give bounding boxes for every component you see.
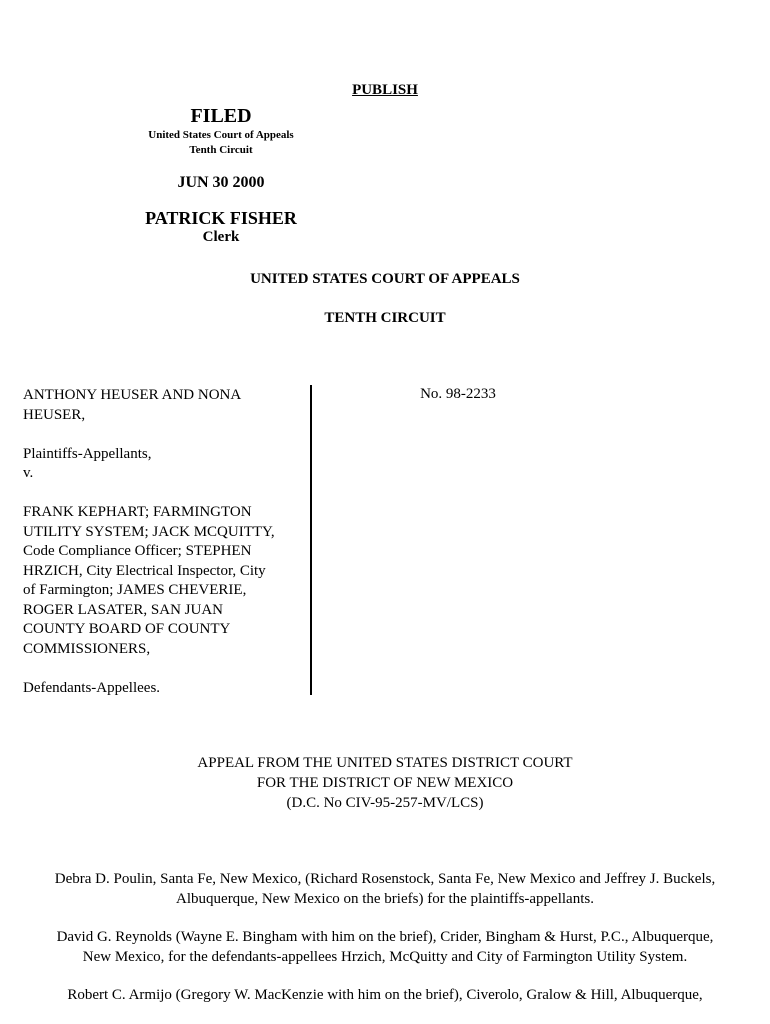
- plaintiffs-line: ANTHONY HEUSER AND NONA: [23, 387, 242, 403]
- filed-court-line2: Tenth Circuit: [189, 144, 253, 156]
- defendants-role: Defendants-Appellees.: [23, 679, 161, 696]
- defendants-line: Code Compliance Officer; STEPHEN: [23, 543, 252, 559]
- counsel-paragraph-defendants-hrzich: [20, 928, 750, 967]
- defendants-line: HRZICH, City Electrical Inspector, City: [23, 562, 266, 579]
- counsel-line: Albuquerque, New Mexico on the briefs) for the plaintiffs-appellants.: [176, 890, 594, 907]
- clerk-name: PATRICK FISHER: [145, 208, 297, 228]
- defendants-line: of Farmington; JAMES CHEVERIE,: [23, 582, 247, 598]
- clerk-title: Clerk: [202, 229, 240, 245]
- counsel-line: Debra D. Poulin, Santa Fe, New Mexico, (Richard Rosenstock, Santa Fe, New Mexico and Jeffrey J. Buckels,: [54, 871, 716, 887]
- counsel-line: David G. Reynolds (Wayne E. Bingham with him on the brief), Crider, Bingham & Hurst, P.C., Albuquerque,: [56, 929, 714, 945]
- appeal-line2: FOR THE DISTRICT OF NEW MEXICO: [256, 775, 514, 791]
- filed-court-line1: United States Court of Appeals: [148, 129, 294, 141]
- counsel-paragraph-defendants-armijo: [20, 986, 750, 1006]
- court-name: UNITED STATES COURT OF APPEALS: [250, 271, 520, 287]
- filed-stamp: [120, 104, 322, 246]
- plaintiffs-line: HEUSER,: [23, 406, 86, 423]
- appeal-line1: APPEAL FROM THE UNITED STATES DISTRICT COURT: [197, 755, 573, 771]
- defendants-line: COMMISSIONERS,: [23, 640, 151, 657]
- case-caption-parties: [23, 386, 303, 698]
- court-circuit: TENTH CIRCUIT: [324, 310, 446, 326]
- counsel-line: Robert C. Armijo (Gregory W. MacKenzie with him on the brief), Civerolo, Gralow & Hill, Albuquerque,: [67, 987, 703, 1003]
- versus: v.: [23, 465, 34, 481]
- docket-number: No. 98-2233: [420, 386, 496, 402]
- counsel-paragraph-plaintiffs: [20, 870, 750, 909]
- defendants-line: ROGER LASATER, SAN JUAN: [23, 601, 224, 618]
- filed-label: FILED: [190, 105, 252, 127]
- appeal-line3: (D.C. No CIV-95-257-MV/LCS): [286, 795, 484, 811]
- appeal-block: [0, 753, 770, 813]
- defendants-line: FRANK KEPHART; FARMINGTON: [23, 504, 252, 520]
- caption-divider: [310, 385, 312, 695]
- filed-date: JUN 30 2000: [177, 174, 265, 191]
- defendants-line: UTILITY SYSTEM; JACK MCQUITTY,: [23, 523, 275, 540]
- publish-heading: PUBLISH: [352, 82, 418, 98]
- defendants-line: COUNTY BOARD OF COUNTY: [23, 621, 231, 637]
- plaintiffs-role: Plaintiffs-Appellants,: [23, 445, 152, 462]
- counsel-line: New Mexico, for the defendants-appellees Hrzich, McQuitty and City of Farmington Utility System.: [82, 948, 688, 965]
